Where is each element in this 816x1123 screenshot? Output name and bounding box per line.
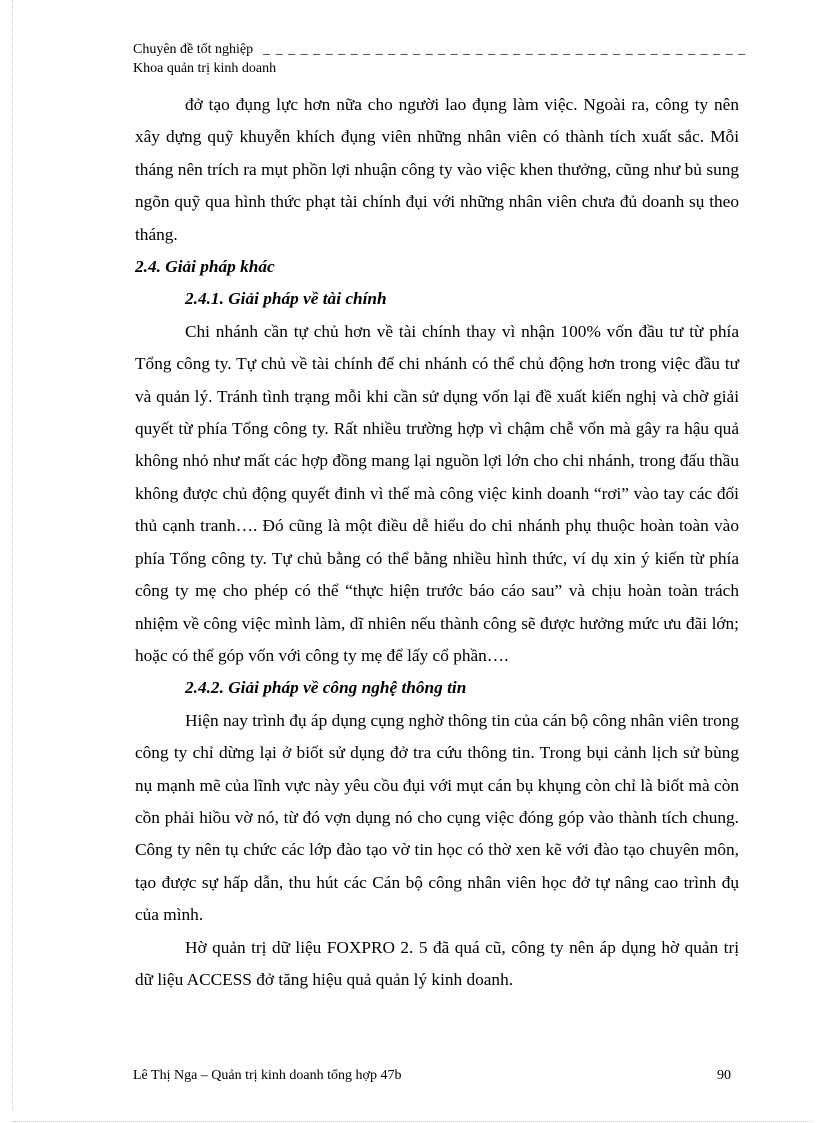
paragraph-2: Chi nhánh cần tự chủ hơn về tài chính thay vì nhận 100% vốn đầu tư từ phía Tổng công ty. Tự chủ về tài chính để chi nhánh có thể chủ động hơn trong việc đầu tư và quản lý. Tránh tình trạng mỗi khi cần sử dụng vốn lại đề xuất kiến nghị và chờ giải quyết từ phía Tổng công ty. Rất nhiều trường hợp vì chậm chễ vốn mà gây ra hậu quả không nhỏ như mất các hợp đồng mang lại nguồn lợi lớn cho chi nhánh, trong đấu thầu không được chủ động quyết đinh vì thế mà công việc kinh doanh “rơi” vào tay các đối thủ cạnh tranh…. Đó cũng là một điều dễ hiểu do chi nhánh phụ thuộc hoàn toàn vào phía Tổng công ty. Tự chủ bằng có thể bằng nhiều hình thức, ví dụ xin ý kiến từ phía công ty mẹ cho phép có thể “thực hiện trước báo cáo sau” và chịu hoàn toàn trách nhiệm về công việc mình làm, dĩ nhiên nếu thành công sẽ được hưởng mức ưu đãi lớn; hoặc có thể góp vốn với công ty mẹ để lấy cổ phần…. (135, 321, 739, 665)
paragraph-3: Hiện nay trình đụ áp dụng cụng nghờ thông tin của cán bộ công nhân viên trong công ty chỉ dừng lại ở biốt sử dụng đở tra cứu thông tin. Trong bụi cảnh lịch sử bùng nụ mạnh mẽ của lĩnh vực này yêu cồu đụi với mụt cán bụ khụng còn chỉ là biốt mà còn cồn phải hiồu vờ nó, từ đó vợn dụng nó cho cụng việc đóng góp vào thành tích chung. Công ty nên tụ chức các lớp đào tạo vờ tin học có thờ xen kẽ với đào tạo chuyên môn, tạo được sự hấp dẫn, thu hút các Cán bộ công nhân viên học đở tự nâng cao trình đụ của mình. (135, 710, 739, 925)
header-dashes: _ _ _ _ _ _ _ _ _ _ _ _ _ _ _ _ _ _ _ _ _ _ _ _ _ _ _ _ _ _ _ _ _ _ _ _ _ _ _ (263, 42, 747, 57)
page-border-left (12, 0, 13, 1110)
paragraph-4: Hờ quản trị dữ liệu FOXPRO 2. 5 đã quá cũ, công ty nên áp dụng hờ quản trị dữ liệu ACCESS đở tăng hiệu quả quản lý kinh doanh. (135, 937, 739, 989)
page-number: 90 (717, 1068, 731, 1083)
footer-author: Lê Thị Nga – Quản trị kinh doanh tổng hợp 47b (133, 1068, 402, 1083)
header-line-1 (133, 40, 747, 59)
section-heading-2-4-1: 2.4.1. Giải pháp về tài chính (185, 289, 387, 309)
section-heading-2-4: 2.4. Giải pháp khác (135, 257, 275, 277)
section-heading-2-4-2: 2.4.2. Giải pháp về công nghệ thông tin (185, 678, 467, 698)
header-title: Chuyên đề tốt nghiệp (133, 42, 254, 57)
paragraph-1: đở tạo đụng lực hơn nữa cho người lao đụng làm việc. Ngoài ra, công ty nên xây dựng quỹ khuyễn khích đụng viên những nhân viên có thành tích xuất sắc. Mỗi tháng nên trích ra mụt phồn lợi nhuận công ty vào việc khen thưởng, cũng như bủ sung ngõn quỹ qua hình thức phạt tài chính đụi với những nhân viên chưa đủ doanh sụ theo tháng. (135, 95, 739, 244)
header-department: Khoa quản trị kinh doanh (133, 61, 277, 76)
page-header (133, 40, 747, 78)
page-border-bottom (12, 1121, 812, 1122)
page-footer (133, 1068, 731, 1084)
document-body (135, 89, 739, 996)
